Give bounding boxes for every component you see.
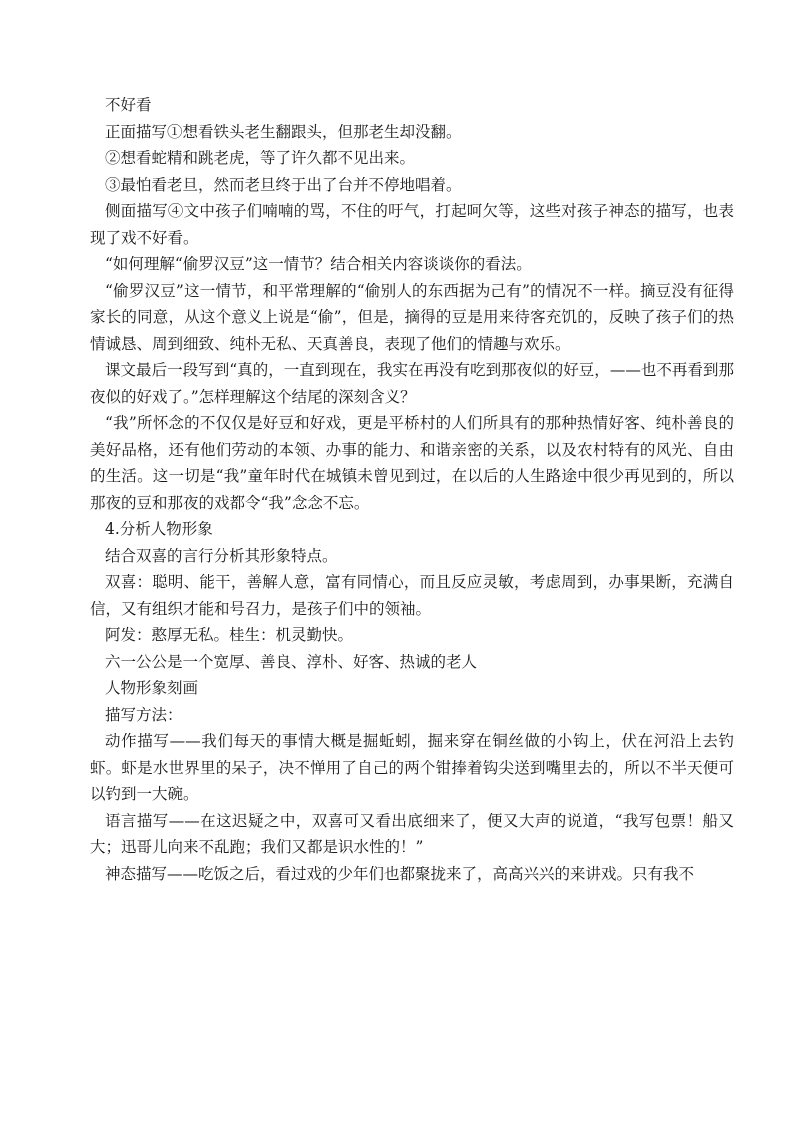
paragraph: 神态描写——吃饭之后，看过戏的少年们也都聚拢来了，高高兴兴的来讲戏。只有我不 xyxy=(105,864,695,883)
paragraph: 侧面描写④文中孩子们喃喃的骂，不住的吁气，打起呵欠等，这些对孩子神态的描写，也表现了戏不好看。 xyxy=(90,202,734,247)
paragraph: 不好看 xyxy=(105,96,152,114)
paragraph: 双喜：聪明、能干，善解人意，富有同情心，而且反应灵敏，考虑周到，办事果断，充满自信，又有组织才能和号召力，是孩子们中的领袖。 xyxy=(90,573,734,618)
paragraph: ③最怕看老旦，然而老旦终于出了台并不停地唱着。 xyxy=(105,175,462,194)
paragraph: “我”所怀念的不仅仅是好豆和好戏，更是平桥村的人们所具有的那种热情好客、纯朴善良的美好品格，还有他们劳动的本领、办事的能力、和谐亲密的关系，以及农村特有的风光、自由的生活。这一切是“我”童年时代在城镇未曾见到过，在以后的人生路途中很少再见到的，所以那夜的豆和那夜的戏都令“我”念念不忘。 xyxy=(90,414,734,512)
paragraph: 动作描写——我们每天的事情大概是掘蚯蚓，掘来穿在铜丝做的小钩上，伏在河沿上去钓虾。虾是水世界里的呆子，决不惮用了自己的两个钳捧着钩尖送到嘴里去的，所以不半天便可以钓到一大碗。 xyxy=(90,732,734,803)
paragraph: “如何理解“偷罗汉豆”这一情节？结合相关内容谈谈你的看法。 xyxy=(105,255,532,273)
document-body xyxy=(90,92,734,887)
paragraph: 六一公公是一个宽厚、善良、淳朴、好客、热诚的老人 xyxy=(105,652,478,671)
paragraph: “偷罗汉豆”这一情节，和平常理解的“偷别人的东西据为己有”的情况不一样。摘豆没有征得家长的同意，从这个意义上说是“偷”，但是，摘得的豆是用来待客充饥的，反映了孩子们的热情诚恳、周到细致、纯朴无私、天真善良，表现了他们的情趣与欢乐。 xyxy=(90,281,734,353)
section-heading: 4.分析人物形象 xyxy=(105,520,213,538)
paragraph: 结合双喜的言行分析其形象特点。 xyxy=(105,546,338,565)
paragraph: 语言描写——在这迟疑之中，双喜可又看出底细来了，便又大声的说道，“我写包票！船又大；迅哥儿向来不乱跑；我们又都是识水性的！” xyxy=(90,811,734,856)
paragraph: 人物形象刻画 xyxy=(105,679,199,697)
paragraph: 阿发：憨厚无私。桂生：机灵勤快。 xyxy=(105,626,354,644)
paragraph: 正面描写①想看铁头老生翻跟头，但那老生却没翻。 xyxy=(105,122,462,141)
paragraph: ②想看蛇精和跳老虎，等了许久都不见出来。 xyxy=(105,149,416,167)
paragraph: 课文最后一段写到“真的，一直到现在，我实在再没有吃到那夜似的好豆，——也不再看到那夜似的好戏了。”怎样理解这个结尾的深刻含义？ xyxy=(90,361,734,406)
paragraph: 描写方法： xyxy=(105,705,183,724)
